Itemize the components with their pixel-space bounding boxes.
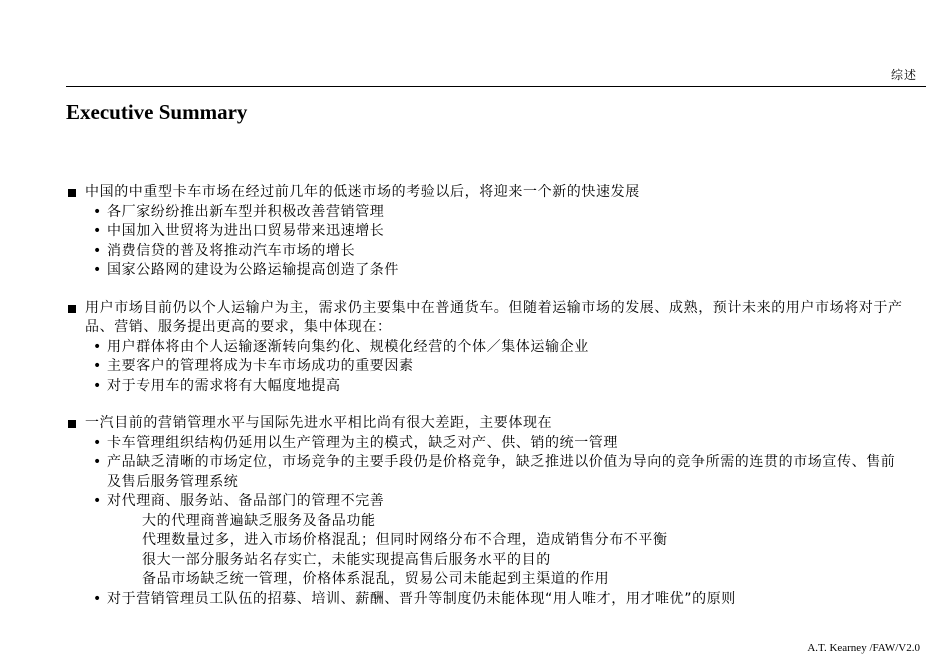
dot-bullet-icon: • xyxy=(93,377,102,394)
detail-point: 很大一部分服务站名存实亡，未能实现提高售后服务水平的目的 xyxy=(142,551,551,568)
section-1 xyxy=(66,183,906,281)
dot-bullet-icon: • xyxy=(93,434,102,451)
sub-point: • 产品缺乏清晰的市场定位，市场竞争的主要手段仍是价格竞争，缺乏推进以价值为导向的竞争所需的连贯的市场宣传、售前及售后服务管理系统 xyxy=(93,454,896,490)
sub-point: • 对于营销管理员工队伍的招募、培训、薪酬、晋升等制度仍未能体现“用人唯才，用才唯优”的原则 xyxy=(66,590,906,610)
dot-bullet-icon: • xyxy=(93,493,102,509)
dot-bullet-icon: • xyxy=(93,223,102,239)
sub-point: • 主要客户的管理将成为卡车市场成功的重要因素 xyxy=(66,357,906,377)
main-point: 一汽目前的营销管理水平与国际先进水平相比尚有很大差距，主要体现在 xyxy=(66,414,906,434)
sub-point: • 卡车管理组织结构仍延用以生产管理为主的模式，缺乏对产、供、销的统一管理 xyxy=(66,434,906,454)
square-bullet-icon xyxy=(68,305,76,313)
section-label: 综述 xyxy=(890,68,917,82)
main-point: 用户市场目前仍以个人运输户为主，需求仍主要集中在普通货车。但随着运输市场的发展、成熟，预计未来的用户市场将对于产品、营销、服务提出更高的要求，集中体现在： xyxy=(66,299,906,338)
dot-bullet-icon: • xyxy=(93,338,102,355)
dot-bullet-icon: • xyxy=(93,358,102,374)
sub-point: • 消费信贷的普及将推动汽车市场的增长 xyxy=(66,242,906,262)
main-point: 中国的中重型卡车市场在经过前几年的低迷市场的考验以后，将迎来一个新的快速发展 xyxy=(66,183,906,203)
detail-point: 大的代理商普遍缺乏服务及备品功能 xyxy=(142,512,376,529)
page-title: Executive Summary xyxy=(66,100,248,124)
detail-point: 备品市场缺乏统一管理，价格体系混乱，贸易公司未能起到主渠道的作用 xyxy=(142,571,610,587)
dot-bullet-icon: • xyxy=(93,242,102,259)
square-bullet-icon xyxy=(68,189,76,197)
section-2 xyxy=(66,299,906,397)
sub-point: • 对代理商、服务站、备品部门的管理不完善 xyxy=(66,492,906,512)
footer-credit: A.T. Kearney /FAW/V2.0 xyxy=(807,642,920,654)
summary-content xyxy=(66,183,906,627)
dot-bullet-icon: • xyxy=(93,590,102,607)
section-3 xyxy=(66,414,906,609)
dot-bullet-icon: • xyxy=(93,203,102,220)
sub-point: • 各厂家纷纷推出新车型并积极改善营销管理 xyxy=(66,203,906,223)
dot-bullet-icon: • xyxy=(93,262,102,278)
header-rule xyxy=(66,86,926,87)
sub-point: • 国家公路网的建设为公路运输提高创造了条件 xyxy=(66,261,906,281)
sub-point: • 用户群体将由个人运输逐渐转向集约化、规模化经营的个体／集体运输企业 xyxy=(66,338,906,358)
sub-point: • 中国加入世贸将为进出口贸易带来迅速增长 xyxy=(66,222,906,242)
detail-point: 代理数量过多，进入市场价格混乱；但同时网络分布不合理，造成销售分布不平衡 xyxy=(142,532,668,548)
square-bullet-icon xyxy=(68,420,76,428)
dot-bullet-icon: • xyxy=(93,454,102,470)
sub-point: • 对于专用车的需求将有大幅度地提高 xyxy=(66,377,906,397)
